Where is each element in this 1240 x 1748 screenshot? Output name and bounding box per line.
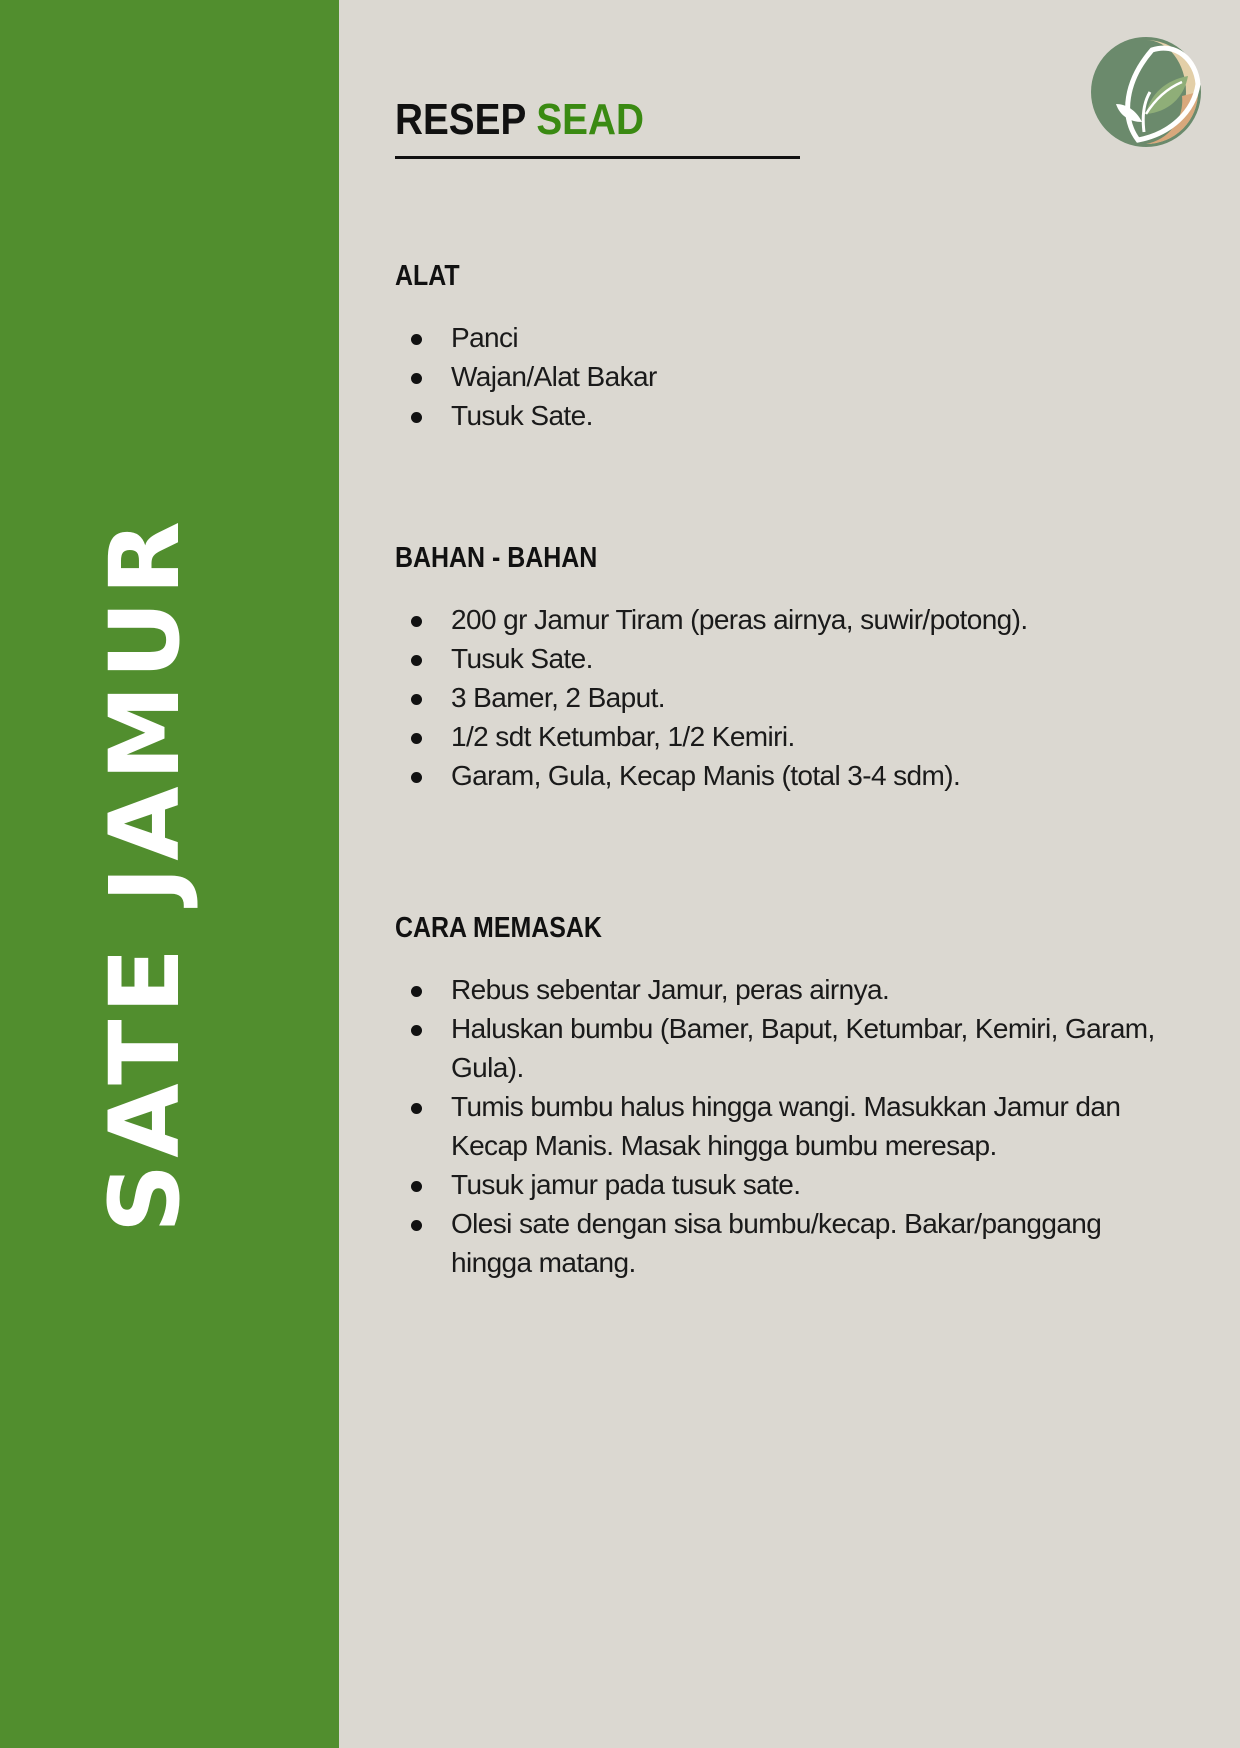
brand-underline (395, 156, 800, 159)
section-title-cara: CARA MEMASAK (395, 912, 602, 944)
sidebar-panel (0, 0, 339, 1748)
recipe-title: SATE JAMUR (89, 515, 201, 1233)
bahan-list (395, 600, 1155, 795)
brand-accent: SEAD (536, 95, 644, 144)
alat-list (395, 318, 1155, 435)
list-item: Tusuk jamur pada tusuk sate. (395, 1165, 1155, 1204)
list-item: Rebus sebentar Jamur, peras airnya. (395, 970, 1155, 1009)
list-item: Tumis bumbu halus hingga wangi. Masukkan Jamur dan Kecap Manis. Masak hingga bumbu meresap. (395, 1087, 1155, 1165)
section-cara (395, 910, 1155, 1282)
list-item: Tusuk Sate. (395, 639, 1155, 678)
list-item: Garam, Gula, Kecap Manis (total 3-4 sdm). (395, 756, 1155, 795)
leaf-logo-icon (1090, 36, 1202, 148)
section-alat (395, 258, 1155, 435)
section-title-alat: ALAT (395, 260, 460, 292)
section-bahan (395, 540, 1155, 795)
list-item: 3 Bamer, 2 Baput. (395, 678, 1155, 717)
list-item: 200 gr Jamur Tiram (peras airnya, suwir/potong). (395, 600, 1155, 639)
list-item: 1/2 sdt Ketumbar, 1/2 Kemiri. (395, 717, 1155, 756)
brand-main: RESEP (395, 95, 526, 144)
brand-title (395, 92, 644, 148)
cara-list (395, 970, 1155, 1282)
list-item: Panci (395, 318, 1155, 357)
list-item: Olesi sate dengan sisa bumbu/kecap. Bakar/panggang hingga matang. (395, 1204, 1155, 1282)
list-item: Wajan/Alat Bakar (395, 357, 1155, 396)
header (395, 92, 678, 148)
list-item: Tusuk Sate. (395, 396, 1155, 435)
list-item: Haluskan bumbu (Bamer, Baput, Ketumbar, Kemiri, Garam, Gula). (395, 1009, 1155, 1087)
section-title-bahan: BAHAN - BAHAN (395, 542, 598, 574)
